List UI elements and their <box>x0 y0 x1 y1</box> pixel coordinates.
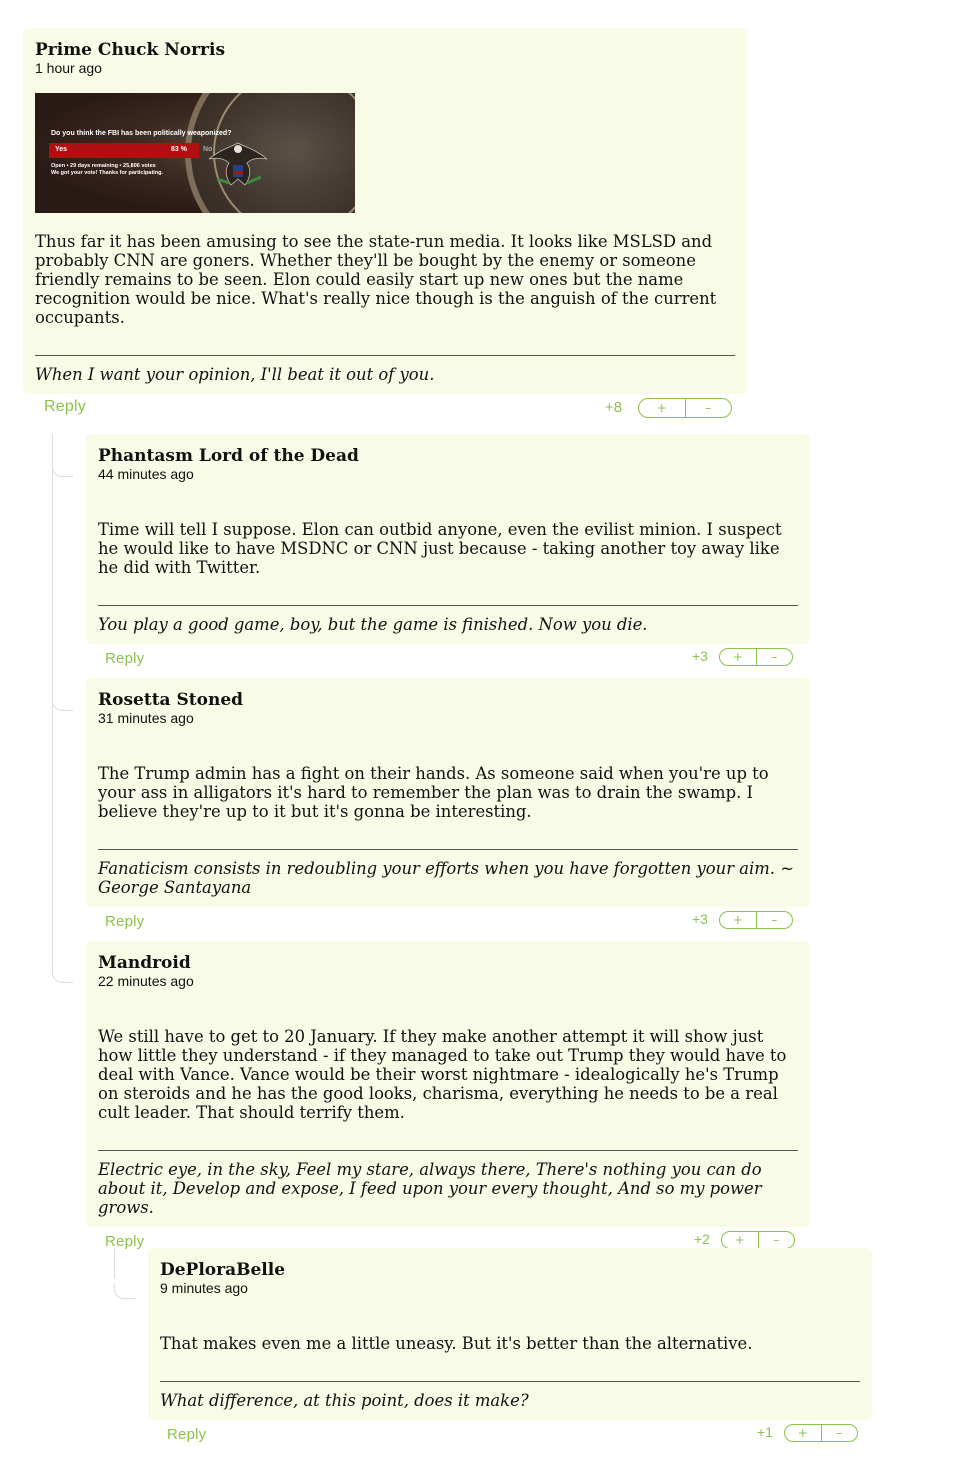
poll-yes-percent: 83 % <box>171 146 187 153</box>
comment-author[interactable]: Rosetta Stoned <box>98 690 244 710</box>
comment-actions <box>148 1420 872 1446</box>
comment-body: Time will tell I suppose. Elon can outbid anyone, even the evilist minion. I suspect he would like to have MSDNC or CNN just because - taking another toy away like he did with Twitter. <box>98 520 782 577</box>
comment-card <box>86 434 810 644</box>
upvote-button[interactable]: + <box>797 1426 808 1440</box>
comment-signature: Fanaticism consists in redoubling your efforts when you have forgotten your aim. ~ George Santayana <box>98 859 794 897</box>
poll-option-yes: Yes <box>55 146 68 153</box>
comment-actions <box>23 394 747 420</box>
downvote-button[interactable]: – <box>758 1232 795 1248</box>
comment <box>86 941 810 1253</box>
reply-button[interactable]: Reply <box>105 913 145 930</box>
thread-connector <box>114 1284 135 1299</box>
vote-score: +2 <box>694 1231 710 1247</box>
comment-card <box>148 1248 872 1420</box>
upvote-button[interactable]: + <box>734 1233 745 1247</box>
vote-buttons <box>638 398 732 418</box>
comment-card <box>86 678 810 907</box>
comment <box>148 1248 872 1446</box>
comment-body: Thus far it has been amusing to see the state-run media. It looks like MSLSD and probably CNN are goners. Whether they'll be bought by the enemy or someone friendly remains to be seen. Elon could easily start up new ones but the name recognition would be nice. What's really nice though is the anguish of the current occupants. <box>35 232 717 327</box>
comment-body: We still have to get to 20 January. If they make another attempt it will show just how little they understand - if they managed to take out Trump they would have to deal with Vance. Vance would be their worst nightmare - idealogically he's Trump on steroids and he has the good looks, charisma, everything he needs to be a real cult leader. That should terrify them. <box>98 1027 787 1122</box>
signature-divider <box>98 605 798 606</box>
eagle-icon <box>203 135 273 190</box>
poll-option-no: No <box>203 146 213 153</box>
comment-card <box>86 941 810 1227</box>
reply-button[interactable]: Reply <box>44 398 86 415</box>
thread-connector <box>52 968 73 983</box>
comment-timestamp: 1 hour ago <box>35 60 102 76</box>
signature-divider <box>98 1150 798 1151</box>
comment-card <box>23 28 747 394</box>
downvote-button[interactable]: – <box>821 1425 858 1441</box>
comment-body: That makes even me a little uneasy. But it's better than the alternative. <box>160 1334 753 1353</box>
poll-thanks: We got your vote! Thanks for participating. <box>51 170 164 176</box>
comment-author[interactable]: DePloraBelle <box>160 1260 286 1280</box>
reply-button[interactable]: Reply <box>105 650 145 667</box>
downvote-button[interactable]: – <box>685 399 732 417</box>
vote-buttons <box>719 648 793 666</box>
comment-author[interactable]: Phantasm Lord of the Dead <box>98 446 359 466</box>
thread-connector <box>52 462 73 477</box>
vote-score: +1 <box>757 1424 773 1440</box>
comment <box>23 28 747 420</box>
thread-connector <box>52 696 73 711</box>
upvote-button[interactable]: + <box>656 401 667 415</box>
comment-timestamp: 31 minutes ago <box>98 710 194 726</box>
reply-button[interactable]: Reply <box>167 1426 207 1443</box>
comment-author[interactable]: Mandroid <box>98 953 191 973</box>
signature-divider <box>160 1381 860 1382</box>
vote-score: +8 <box>605 399 623 416</box>
signature-divider <box>98 849 798 850</box>
poll-question: Do you think the FBI has been politically weaponized? <box>51 130 232 137</box>
comment-actions <box>86 907 810 933</box>
comment-timestamp: 44 minutes ago <box>98 466 194 482</box>
vote-buttons <box>719 911 793 929</box>
comment-body: The Trump admin has a fight on their hands. As someone said when you're up to your ass in alligators it's hard to remember the plan was to drain the swamp. I believe they're up to it but it's gonna be interesting. <box>98 764 769 821</box>
comment-author[interactable]: Prime Chuck Norris <box>35 40 226 60</box>
vote-buttons <box>721 1231 795 1249</box>
comment <box>86 434 810 670</box>
downvote-button[interactable]: – <box>756 649 793 665</box>
comment-signature: Electric eye, in the sky, Feel my stare, always there, There's nothing you can do about it, Develop and expose, I feed upon your every thought, And so my power grows. <box>98 1160 762 1217</box>
signature-divider <box>35 355 735 356</box>
comment-timestamp: 9 minutes ago <box>160 1280 248 1296</box>
comment-signature: You play a good game, boy, but the game is finished. Now you die. <box>98 615 648 634</box>
poll-meta: Open • 29 days remaining • 25,806 votes <box>51 163 156 169</box>
upvote-button[interactable]: + <box>732 913 743 927</box>
embedded-poll-image[interactable] <box>35 93 355 213</box>
comment-actions <box>86 644 810 670</box>
comment-signature: What difference, at this point, does it make? <box>160 1391 529 1410</box>
vote-score: +3 <box>692 911 708 927</box>
upvote-button[interactable]: + <box>732 650 743 664</box>
comment <box>86 678 810 933</box>
comment-timestamp: 22 minutes ago <box>98 973 194 989</box>
reply-button[interactable]: Reply <box>105 1233 145 1250</box>
vote-score: +3 <box>692 648 708 664</box>
comment-signature: When I want your opinion, I'll beat it out of you. <box>35 365 435 384</box>
vote-buttons <box>784 1424 858 1442</box>
downvote-button[interactable]: – <box>756 912 793 928</box>
